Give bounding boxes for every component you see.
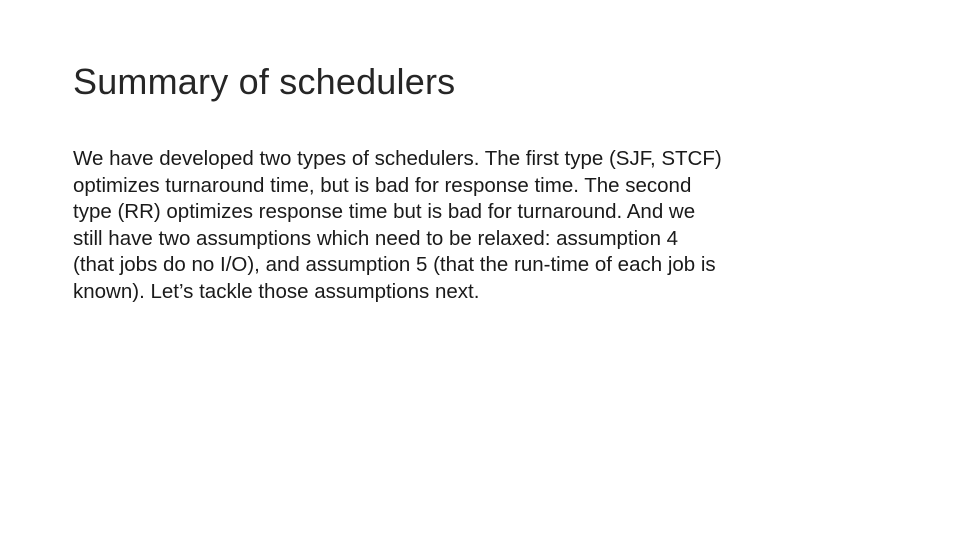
body-line: (that jobs do no I/O), and assumption 5 (that the run-time of each job is xyxy=(73,253,716,277)
slide-body-paragraph xyxy=(73,146,903,306)
slide-title: Summary of schedulers xyxy=(73,61,456,102)
body-line: optimizes turnaround time, but is bad for response time. The second xyxy=(73,173,692,197)
body-line: We have developed two types of schedulers. The first type (SJF, STCF) xyxy=(73,147,722,170)
body-line: still have two assumptions which need to be relaxed: assumption 4 xyxy=(73,226,679,250)
body-line: type (RR) optimizes response time but is bad for turnaround. And we xyxy=(73,200,696,224)
body-line: known). Let’s tackle those assumptions next. xyxy=(73,279,480,303)
